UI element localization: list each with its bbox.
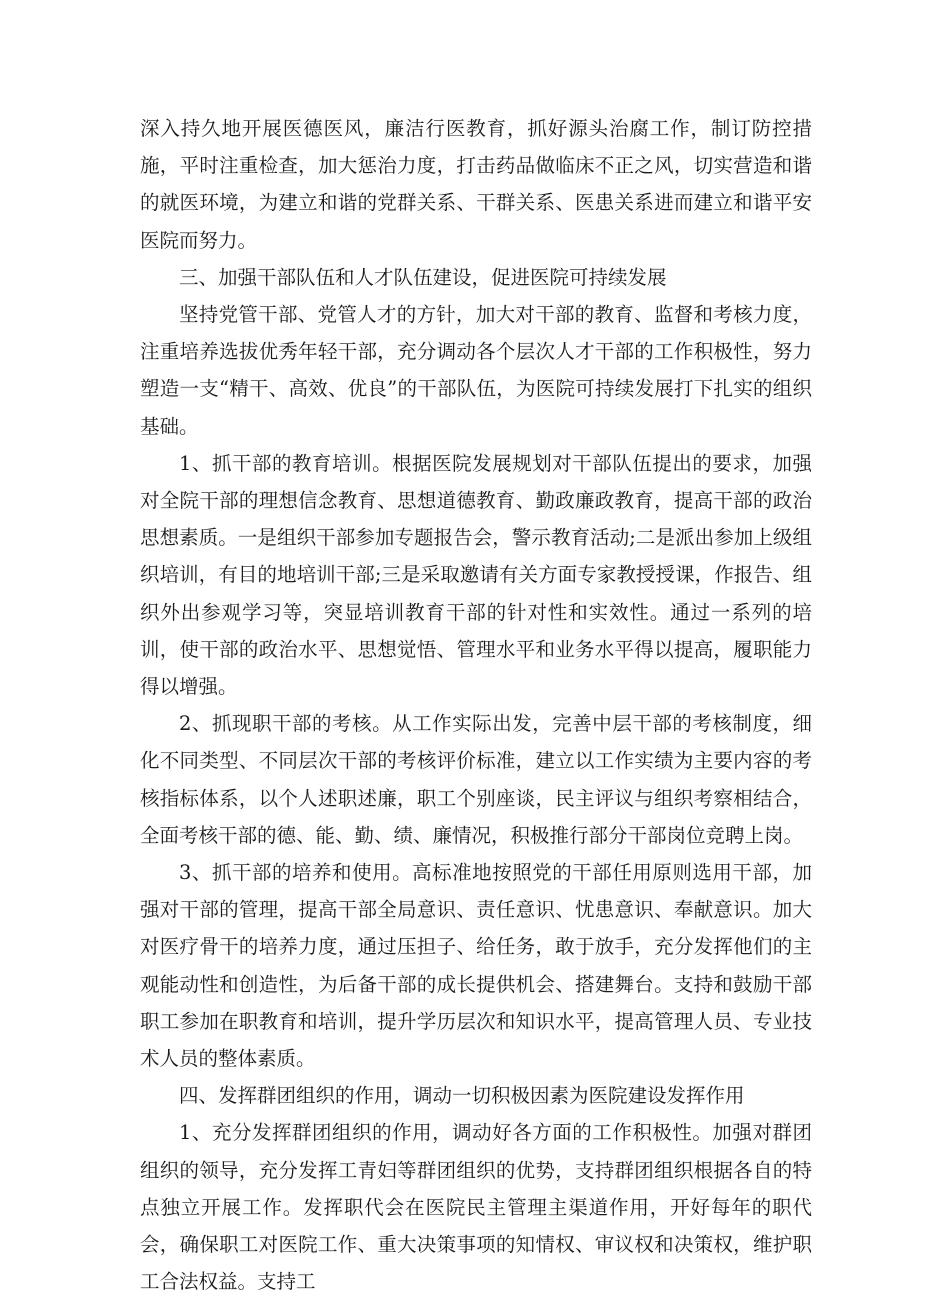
paragraph-item-1: 1、抓干部的教育培训。根据医院发展规划对干部队伍提出的要求，加强对全院干部的理想信念教育、思想道德教育、勤政廉政教育，提高干部的政治思想素质。一是组织干部参加专题报告会，警示教育活动;二是派出参加上级组织培训，有目的地培训干部;三是采取邀请有关方面专家教授授课，作报告、组织外出参观学习等，突显培训教育干部的针对性和实效性。通过一系列的培训，使干部的政治水平、思想觉悟、管理水平和业务水平得以提高，履职能力得以增强。: [140, 451, 812, 699]
paragraph-intro: 坚持党管干部、党管人才的方针，加大对干部的教育、监督和考核力度，注重培养选拔优秀年轻干部，充分调动各个层次人才干部的工作积极性，努力塑造一支“精干、高效、优良”的干部队伍，为医院可持续发展打下扎实的组织基础。: [140, 303, 812, 438]
paragraph-continuation: 深入持久地开展医德医风，廉洁行医教育，抓好源头治腐工作，制订防控措施，平时注重检查，加大惩治力度，打击药品做临床不正之风，切实营造和谐的就医环境，为建立和谐的党群关系、干群关系、医患关系进而建立和谐平安医院而努力。: [140, 117, 812, 252]
document-body: [140, 110, 812, 1301]
paragraph-item-3: 3、抓干部的培养和使用。高标准地按照党的干部任用原则选用干部，加强对干部的管理，提高干部全局意识、责任意识、忧患意识、奉献意识。加大对医疗骨干的培养力度，通过压担子、给任务，敢于放手，充分发挥他们的主观能动性和创造性，为后备干部的成长提供机会、搭建舞台。支持和鼓励干部职工参加在职教育和培训，提升学历层次和知识水平，提高管理人员、专业技术人员的整体素质。: [140, 861, 812, 1071]
paragraph-item-4-1: 1、充分发挥群团组织的作用，调动好各方面的工作积极性。加强对群团组织的领导，充分发挥工青妇等群团组织的优势，支持群团组织根据各自的特点独立开展工作。发挥职代会在医院民主管理主渠道作用，开好每年的职代会，确保职工对医院工作、重大决策事项的知情权、审议权和决策权，维护职工合法权益。支持工: [140, 1121, 812, 1294]
section-heading-4: 四、发挥群团组织的作用，调动一切积极因素为医院建设发挥作用: [179, 1084, 745, 1108]
section-heading-3: 三、加强干部队伍和人才队伍建设，促进医院可持续发展: [179, 265, 667, 289]
paragraph-item-2: 2、抓现职干部的考核。从工作实际出发，完善中层干部的考核制度，细化不同类型、不同层次干部的考核评价标准，建立以工作实绩为主要内容的考核指标体系，以个人述职述廉，职工个别座谈，民主评议与组织考察相结合，全面考核干部的德、能、勤、绩、廉情况，积极推行部分干部岗位竞聘上岗。: [140, 712, 812, 847]
